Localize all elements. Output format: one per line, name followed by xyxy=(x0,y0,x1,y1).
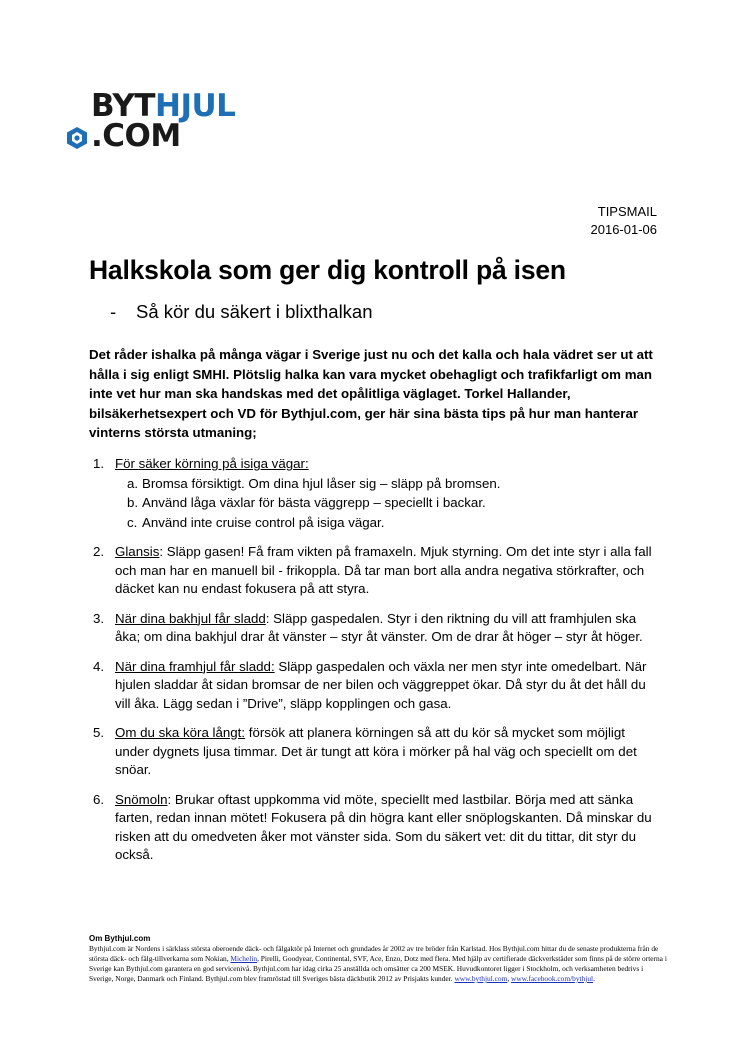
meta-label: TIPSMAIL xyxy=(597,204,657,219)
bythjul-logo xyxy=(66,88,236,154)
bythjul-website-link[interactable]: www.bythjul.com xyxy=(454,974,508,983)
tips-list xyxy=(89,455,659,876)
logo-wordmark-bottom: .COM xyxy=(91,118,181,154)
sub-list-item: b. Använd låga växlar för bästa väggrepp – speciellt i backar. xyxy=(127,495,486,510)
sub-list xyxy=(115,475,659,533)
subtitle-text: Så kör du säkert i blixthalkan xyxy=(136,301,373,322)
list-item: 5. Om du ska köra långt: försök att planera körningen så att du kör så mycket som möjligt under dygnets ljusa timmar. Det är tungt att köra i mörker på hal väg och speciellt om det snöar. xyxy=(93,725,637,777)
footer-text: Bythjul.com är Nordens i särklass största oberoende däck- och fälgaktör på Internet och grundades år 2002 av tre bröder från Karlstad. Hos Bythjul.com hittar du de senaste produkterna från de största däck- och fälg-tillverkarna som Nokian, Michelin, Pirelli, Goodyear, Continental, SVF, Ace, Enzo, Dotz med flera. Med hjälp av certifierade däckverkstäder som finns på de större orterna i Sverige kan Bythjul.com garantera en god servicenivå. Bythjul.com har idag cirka 25 anställda och omsätter ca 200 MSEK. Huvudkontoret ligger i Stockholm, och verksamheten bedrivs i Sverige, Norge, Danmark och Finland. Bythjul.com blev framröstad till Sveriges bästa däckbutik 2012 av Prisjakts kunder. www.bythjul.com, www.facebook.com/bythjul. xyxy=(89,944,667,983)
subtitle-dash: - xyxy=(110,301,117,322)
document-meta xyxy=(591,203,658,239)
page-title: Halkskola som ger dig kontroll på isen xyxy=(89,255,566,285)
list-item: 4. När dina framhjul får sladd: Släpp gaspedalen och växla ner men styr inte omedelbart. När hjulen sladdar åt sidan bromsar de ner bilen och väggreppet ökar. Då styr du åt det håll du vill åka. Lägg sedan i ”Drive”, släpp kopplingen och gasa. xyxy=(93,658,647,711)
intro-paragraph: Det råder ishalka på många vägar i Sverige just nu och det kalla och hala vädret ser ut att hålla i sig enligt SMHI. Plötslig halka kan vara mycket obehagligt och trafikfarligt om man inte vet hur man ska handskas med det opålitliga väglaget. Torkel Hallander, bilsäkerhetsexpert och VD för Bythjul.com, ger här sina bästa tips på hur man hanterar vinterns största utmaning; xyxy=(89,347,653,440)
logo-wordmark-top: BYTHJUL xyxy=(91,88,236,124)
michelin-link[interactable]: Michelin xyxy=(230,954,258,963)
list-item: 2. Glansis: Släpp gasen! Få fram vikten på framaxeln. Mjuk styrning. Om det inte styr i alla fall och man har en manuell bil - frikoppla. Då tar man bort alla andra negativa störkrafter, och däcket kan nu endast fokusera på att styra. xyxy=(93,544,652,596)
facebook-link[interactable]: www.facebook.com/bythjul xyxy=(511,974,594,983)
logo-dot: . xyxy=(91,118,103,154)
list-item: 1. För säker körning på isiga vägar: a. Bromsa försiktigt. Om dina hjul låser sig – släpp på bromsen. b. Använd låga växlar för bästa väggrepp – speciellt i backar. c. Använd inte cruise control på isiga vägar. xyxy=(89,455,659,532)
footer-heading: Om Bythjul.com xyxy=(89,934,151,943)
list-item: 6. Snömoln: Brukar oftast uppkomma vid möte, speciellt med lastbilar. Börja med att sänka farten, redan innan mötet! Fokusera på din högra kant eller snöplogskanten. Då minskar du risken att du omedveten åker mot vänster sida. Som du säkert vet: dit du tittar, dit styr du också. xyxy=(93,791,652,862)
hexagon-bolt-icon xyxy=(66,126,88,150)
sub-list-item: a. Bromsa försiktigt. Om dina hjul låser sig – släpp på bromsen. xyxy=(127,475,501,491)
meta-date: 2016-01-06 xyxy=(590,222,657,237)
sub-list-item: c. Använd inte cruise control på isiga vägar. xyxy=(127,514,385,530)
list-item: 3. När dina bakhjul får sladd: Släpp gaspedalen. Styr i den riktning du vill att framhjulen ska åka; om dina bakhjul drar åt vänster – styr åt vänster. Om de drar åt höger – styr åt höger. xyxy=(93,610,643,644)
page-subtitle xyxy=(110,301,373,323)
about-footer xyxy=(89,934,669,984)
